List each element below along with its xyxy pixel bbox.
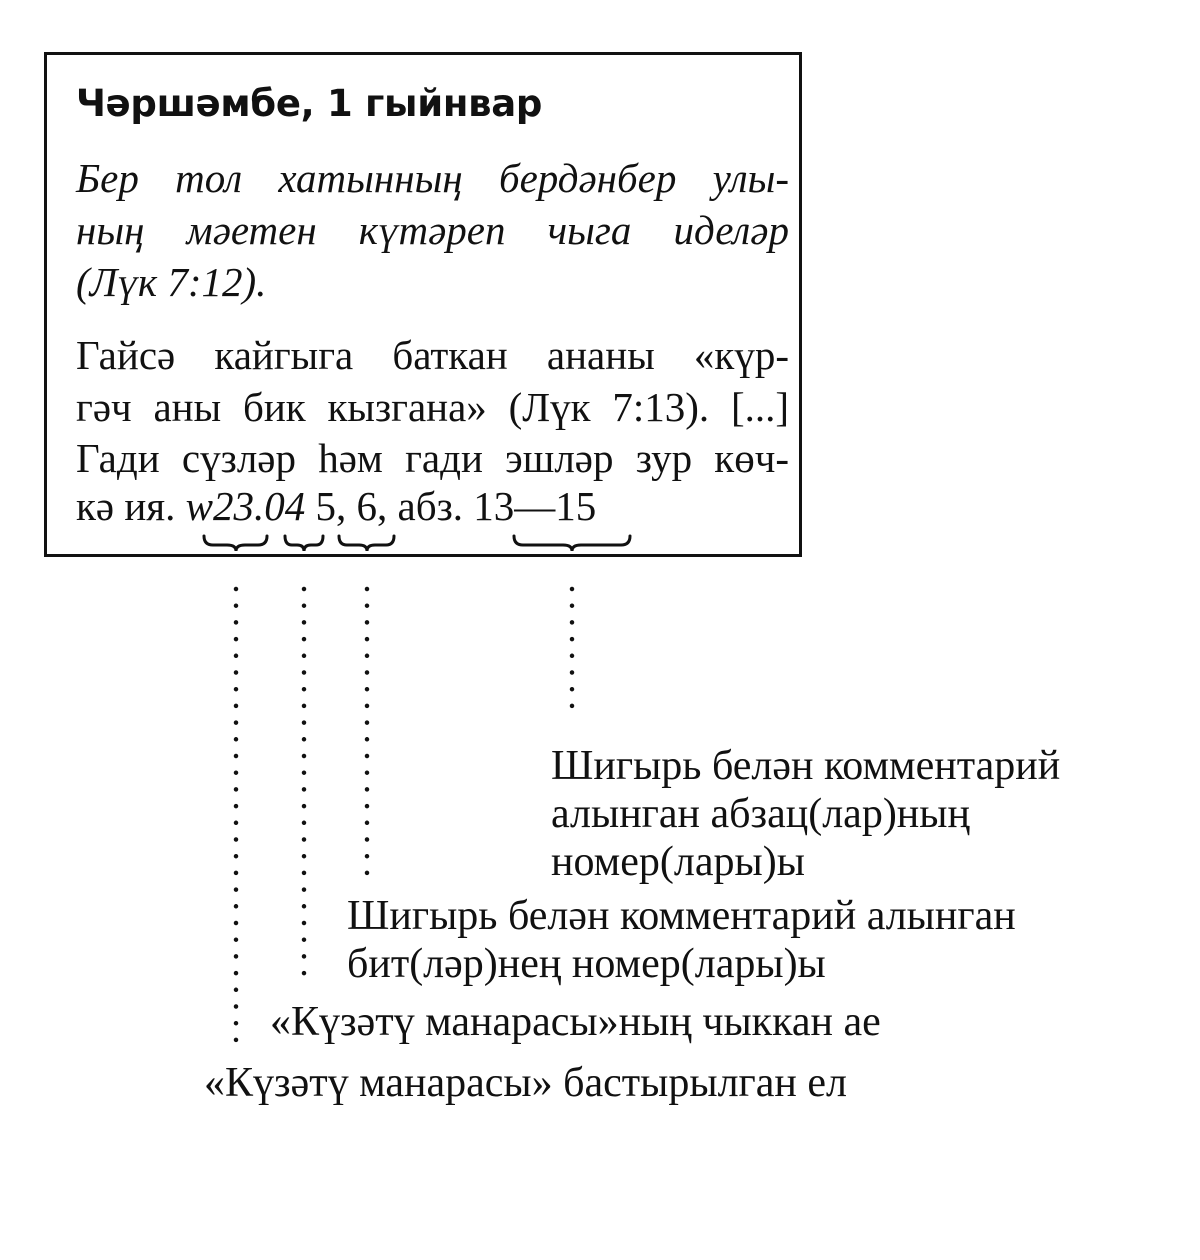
label-pages-line-2: бит(ләр)нең номер(лары)ы <box>347 941 826 987</box>
label-paragraphs-line-3: номер(лары)ы <box>551 839 805 885</box>
reference-paragraphs: 13—15 <box>473 483 597 529</box>
label-year: «Күзәтү манарасы» бастырылган ел <box>204 1060 848 1106</box>
reference-abbreviation: абз. <box>397 483 464 529</box>
label-month: «Күзәтү манарасы»ның чыккан ае <box>270 999 881 1045</box>
card-title: Чәршәмбе, 1 гыйнвар <box>76 82 543 125</box>
brace-year <box>204 536 267 551</box>
reference-issue: w23.04 <box>185 483 306 529</box>
label-pages-line-1: Шигырь белән комментарий алынган <box>347 893 1016 939</box>
comment-line-2: гәч аны бик кызгана» (Лүк 7:13). [...] <box>76 384 789 430</box>
comment-line-3: Гади сүзләр һәм гади эшләр зур көч- <box>76 435 789 481</box>
label-paragraphs-line-1: Шигырь белән комментарий <box>551 743 1061 789</box>
comment-line-1: Гайсә кайгыга баткан ананы «күр- <box>76 332 789 378</box>
brace-paragraphs <box>514 536 630 551</box>
verse-line-2: ның мәетен күтәреп чыга иделәр <box>76 207 789 253</box>
reference-pages: 5, 6, <box>315 483 388 529</box>
brace-month <box>285 536 323 551</box>
comment-line-4-prefix: кә ия. <box>76 483 176 529</box>
brace-pages <box>339 536 394 551</box>
label-paragraphs-line-2: алынган абзац(лар)ның <box>551 791 970 837</box>
verse-line-1: Бер тол хатынның бердәнбер улы- <box>76 155 789 201</box>
verse-line-3: (Лүк 7:12). <box>76 259 267 305</box>
